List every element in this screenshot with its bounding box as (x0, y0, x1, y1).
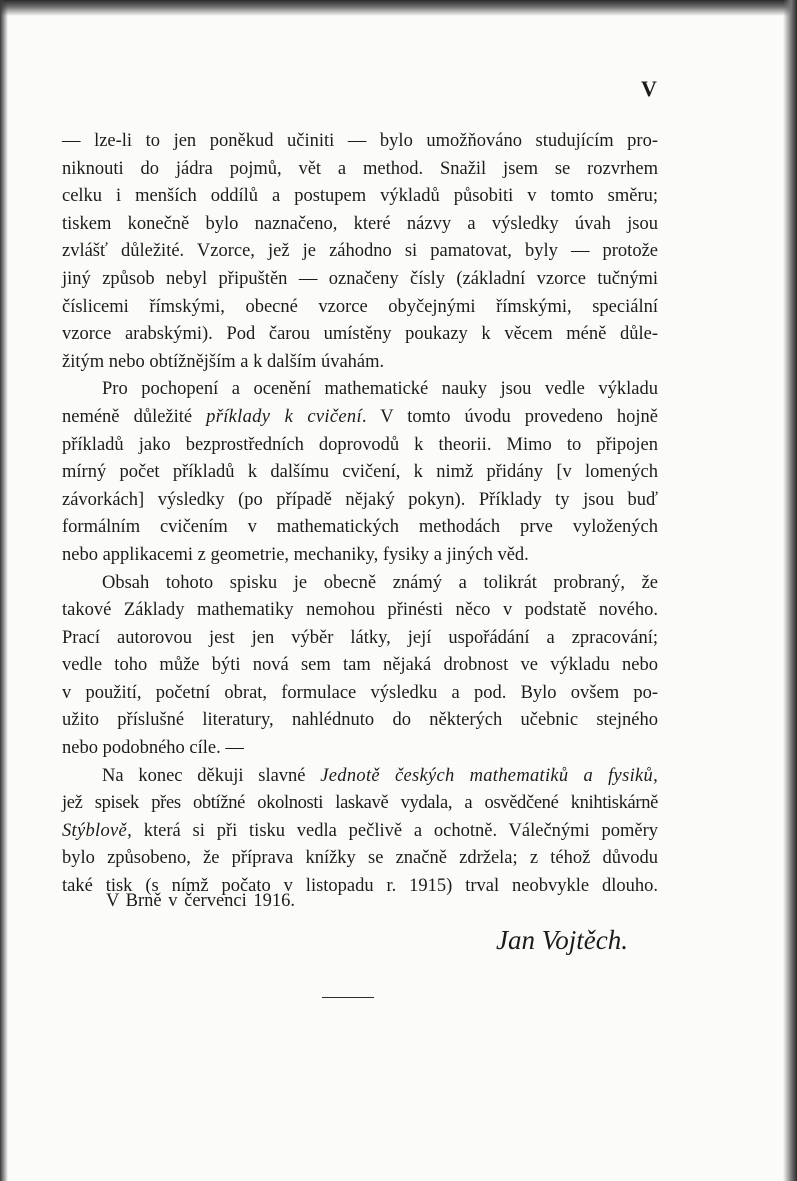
text-line (62, 845, 658, 873)
paragraph-1 (62, 128, 658, 376)
text-segment: mírný počet příkladů k dalšímu cvičení, k nimž přidány [v lomených (62, 462, 658, 483)
text-line: užito příslušné literatury, nahlédnuto do některých učebnic stejného (62, 710, 658, 731)
text-line: takové Základy mathematiky nemohou přinésti něco v podstatě nového. (62, 600, 658, 621)
text-line: celku i menších oddílů a postupem výkladů působiti v tomto směru; (62, 186, 658, 207)
body-text (62, 128, 658, 901)
text-line (62, 542, 658, 570)
text-segment: také tisk (s nímž počato v listopadu r. 1915) trval neobvykle dlouho. (62, 876, 658, 897)
text-line: nebo podobného cíle. — (62, 738, 244, 759)
text-line (62, 459, 658, 487)
emphasis-text: Stýblově, (62, 820, 132, 841)
text-segment: která si při tisku vedla pečlivě a ochotně. Válečnými poměry (132, 820, 658, 841)
text-segment: . V tomto úvodu provedeno hojně (361, 406, 659, 427)
paragraph-4 (62, 763, 658, 901)
closing-rule (322, 997, 374, 998)
text-line (62, 487, 658, 515)
text-line (62, 818, 658, 846)
scan-shadow-right (783, 0, 797, 1181)
paragraph-3 (62, 570, 658, 763)
text-line: tiskem konečně bylo naznačeno, které názvy a výsledky úvah jsou (62, 213, 658, 234)
text-line (62, 514, 658, 542)
text-line (62, 376, 658, 404)
scan-shadow-left (0, 0, 8, 1181)
paragraph-2 (62, 376, 658, 569)
text-segment: jež spisek přes obtížné okolnosti laskavě vydala, a osvědčené knihtiskárně (62, 793, 658, 814)
text-line: Prací autorovou jest jen výběr látky, její uspořádání a zpracování; (62, 627, 658, 648)
page-number: V (641, 76, 657, 101)
text-segment: příkladů jako bezprostředních doprovodů k theorii. Mimo to připojen (62, 434, 658, 455)
text-segment: formálním cvičením v mathematických methodách prve vyložených (62, 517, 658, 538)
emphasis-text: příklady k cvičení (206, 406, 362, 427)
text-line: Obsah tohoto spisku je obecně známý a tolikrát probraný, že (102, 572, 658, 593)
text-line (62, 404, 658, 432)
text-line: jiný způsob nebyl připuštěn — označeny čísly (základní vzorce tučnými (62, 268, 658, 289)
text-line: žitým nebo obtížnějším a k dalším úvahám. (62, 351, 385, 372)
text-segment: neméně důležité (62, 406, 207, 427)
author-signature: Jan Vojtěch. (496, 925, 628, 955)
text-line: v použití, početní obrat, formulace výsledku a pod. Bylo ovšem po- (62, 682, 658, 703)
text-line: — lze-li to jen poněkud učiniti — bylo umožňováno studujícím pro- (62, 131, 658, 151)
text-line: zvlášť důležité. Vzorce, jež je záhodno si pamatovat, byly — protože (62, 241, 658, 262)
text-segment: Pro pochopení a ocenění mathematické nauky jsou vedle výkladu (102, 379, 658, 400)
text-line (62, 790, 658, 818)
text-line: niknouti do jádra pojmů, vět a method. Snažil jsem se rozvrhem (62, 158, 658, 179)
text-segment: závorkách] výsledky (po případě nějaký pokyn). Příklady ty jsou buď (62, 489, 658, 510)
text-line: vzorce arabskými). Pod čarou umístěny poukazy k věcem méně důle- (62, 324, 658, 345)
text-line: vedle toho může býti nová sem tam nějaká drobnost ve výkladu nebo (62, 655, 658, 676)
text-segment: Na konec děkuji slavné (102, 765, 321, 786)
text-line: číslicemi římskými, obecné vzorce obyčejnými římskými, speciální (62, 296, 658, 317)
text-line (62, 763, 658, 791)
text-segment: nebo applikacemi z geometrie, mechaniky, fysiky a jiných věd. (62, 544, 529, 565)
text-line (62, 432, 658, 460)
text-segment: bylo způsobeno, že příprava knížky se značně zdržela; z téhož důvodu (62, 848, 658, 869)
emphasis-text: Jednotě českých mathematiků a fysiků, (320, 765, 658, 786)
place-date-line: V Brně v červenci 1916. (106, 891, 296, 911)
scan-shadow-top (0, 0, 797, 16)
